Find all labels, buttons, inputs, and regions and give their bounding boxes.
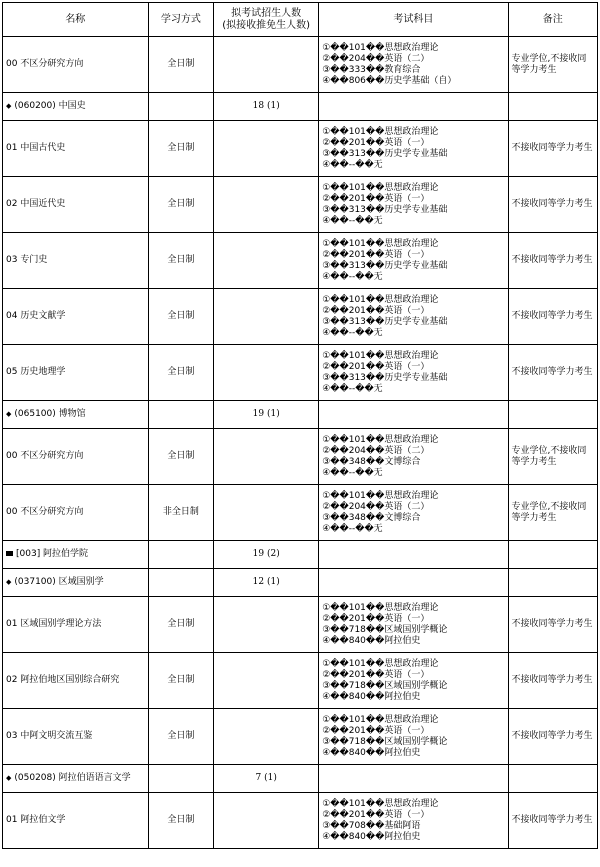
exam-subjects xyxy=(319,177,508,233)
table-row xyxy=(3,429,598,485)
major-name: 00 不区分研究方向 xyxy=(3,485,149,541)
exam-subjects xyxy=(319,485,508,541)
study-mode: 全日制 xyxy=(148,37,214,93)
exam-subjects xyxy=(319,37,508,93)
subject-line: ④��840��阿拉伯史 xyxy=(322,831,421,842)
quota-value: 18 (1) xyxy=(214,93,319,121)
study-mode: 全日制 xyxy=(148,233,214,289)
subject-line: ②��201��英语（一） xyxy=(322,809,430,820)
table-row xyxy=(3,793,598,849)
empty-mode xyxy=(148,569,214,597)
header-notes: 备注 xyxy=(508,3,597,37)
table-row xyxy=(3,597,598,653)
empty-subjects xyxy=(319,765,508,793)
study-mode: 非全日制 xyxy=(148,485,214,541)
major-name: 03 中阿文明交流互鉴 xyxy=(3,709,149,765)
quota-cell xyxy=(214,37,319,93)
discipline-name xyxy=(3,765,149,793)
remark: 专业学位,不接收同等学力考生 xyxy=(508,485,597,541)
empty-mode xyxy=(148,93,214,121)
subject-line: ③��313��历史学专业基础 xyxy=(322,260,448,271)
discipline-label: [003] 阿拉伯学院 xyxy=(16,549,89,559)
empty-mode xyxy=(148,765,214,793)
subject-line: ③��718��区域国别学概论 xyxy=(322,736,448,747)
quota-cell xyxy=(214,121,319,177)
quota-cell xyxy=(214,485,319,541)
remark: 不接收同等学力考生 xyxy=(508,653,597,709)
empty-subjects xyxy=(319,541,508,569)
remark: 不接收同等学力考生 xyxy=(508,289,597,345)
table-row xyxy=(3,121,598,177)
remark: 不接收同等学力考生 xyxy=(508,233,597,289)
header-row xyxy=(3,3,598,37)
quota-cell xyxy=(214,289,319,345)
discipline-name xyxy=(3,541,149,569)
exam-subjects xyxy=(319,597,508,653)
discipline-name xyxy=(3,401,149,429)
quota-cell xyxy=(214,597,319,653)
subject-line: ①��101��思想政治理论 xyxy=(322,182,439,193)
quota-cell xyxy=(214,233,319,289)
subject-line: ③��718��区域国别学概论 xyxy=(322,624,448,635)
subject-line: ②��204��英语（二） xyxy=(322,445,430,456)
header-name: 名称 xyxy=(3,3,149,37)
discipline-label: (037100) 区域国别学 xyxy=(14,577,104,587)
study-mode: 全日制 xyxy=(148,345,214,401)
major-name: 02 中国近代史 xyxy=(3,177,149,233)
table-row xyxy=(3,345,598,401)
remark: 不接收同等学力考生 xyxy=(508,793,597,849)
subject-line: ③��348��文博综合 xyxy=(322,456,421,467)
exam-subjects xyxy=(319,233,508,289)
subject-line: ②��204��英语（二） xyxy=(322,501,430,512)
major-name: 00 不区分研究方向 xyxy=(3,429,149,485)
quota-cell xyxy=(214,653,319,709)
table-row xyxy=(3,289,598,345)
study-mode: 全日制 xyxy=(148,177,214,233)
table-row xyxy=(3,485,598,541)
subject-line: ③��313��历史学专业基础 xyxy=(322,204,448,215)
school-marker-icon xyxy=(6,551,13,556)
quota-value: 19 (1) xyxy=(214,401,319,429)
subject-line: ②��201��英语（一） xyxy=(322,249,430,260)
header-mode: 学习方式 xyxy=(148,3,214,37)
table-body xyxy=(3,37,598,849)
study-mode: 全日制 xyxy=(148,597,214,653)
diamond-marker-icon: ◆ xyxy=(6,578,12,586)
subject-line: ①��101��思想政治理论 xyxy=(322,798,439,809)
subject-line: ②��201��英语（一） xyxy=(322,613,430,624)
subject-line: ①��101��思想政治理论 xyxy=(322,126,439,137)
empty-notes xyxy=(508,93,597,121)
table-row xyxy=(3,37,598,93)
quota-value: 19 (2) xyxy=(214,541,319,569)
subject-line: ④��--��无 xyxy=(322,215,383,226)
empty-subjects xyxy=(319,569,508,597)
discipline-label: (060200) 中国史 xyxy=(14,101,86,111)
subject-line: ④��--��无 xyxy=(322,523,383,534)
major-name: 00 不区分研究方向 xyxy=(3,37,149,93)
remark: 不接收同等学力考生 xyxy=(508,177,597,233)
exam-subjects xyxy=(319,289,508,345)
subject-line: ④��840��阿拉伯史 xyxy=(322,635,421,646)
subject-line: ①��101��思想政治理论 xyxy=(322,602,439,613)
subject-line: ②��201��英语（一） xyxy=(322,669,430,680)
empty-notes xyxy=(508,401,597,429)
exam-subjects xyxy=(319,709,508,765)
table-row xyxy=(3,653,598,709)
subject-line: ③��313��历史学专业基础 xyxy=(322,316,448,327)
quota-cell xyxy=(214,177,319,233)
subject-line: ④��--��无 xyxy=(322,271,383,282)
remark: 不接收同等学力考生 xyxy=(508,597,597,653)
remark: 专业学位,不接收同等学力考生 xyxy=(508,37,597,93)
empty-subjects xyxy=(319,93,508,121)
subject-line: ①��101��思想政治理论 xyxy=(322,294,439,305)
discipline-name xyxy=(3,569,149,597)
diamond-marker-icon: ◆ xyxy=(6,410,12,418)
table-row xyxy=(3,709,598,765)
subject-line: ①��101��思想政治理论 xyxy=(322,434,439,445)
subject-line: ②��201��英语（一） xyxy=(322,137,430,148)
subject-line: ②��201��英语（一） xyxy=(322,361,430,372)
quota-value: 7 (1) xyxy=(214,765,319,793)
subject-line: ③��313��历史学专业基础 xyxy=(322,372,448,383)
subject-line: ②��201��英语（一） xyxy=(322,305,430,316)
empty-mode xyxy=(148,541,214,569)
discipline-row xyxy=(3,765,598,793)
empty-mode xyxy=(148,401,214,429)
remark: 不接收同等学力考生 xyxy=(508,345,597,401)
exam-subjects xyxy=(319,653,508,709)
study-mode: 全日制 xyxy=(148,653,214,709)
header-quota: 拟考试招生人数 (拟接收推免生人数) xyxy=(214,3,319,37)
subject-line: ②��201��英语（一） xyxy=(322,725,430,736)
quota-cell xyxy=(214,429,319,485)
major-name: 01 阿拉伯文学 xyxy=(3,793,149,849)
major-name: 01 中国古代史 xyxy=(3,121,149,177)
school-row xyxy=(3,541,598,569)
quota-cell xyxy=(214,709,319,765)
empty-notes xyxy=(508,541,597,569)
subject-line: ③��348��文博综合 xyxy=(322,512,421,523)
discipline-row xyxy=(3,569,598,597)
subject-line: ④��--��无 xyxy=(322,467,383,478)
remark: 专业学位,不接收同等学力考生 xyxy=(508,429,597,485)
subject-line: ④��--��无 xyxy=(322,327,383,338)
exam-subjects xyxy=(319,793,508,849)
subject-line: ①��101��思想政治理论 xyxy=(322,238,439,249)
header-subjects: 考试科目 xyxy=(319,3,508,37)
subject-line: ①��101��思想政治理论 xyxy=(322,714,439,725)
subject-line: ④��--��无 xyxy=(322,159,383,170)
subject-line: ②��204��英语（二） xyxy=(322,53,430,64)
empty-notes xyxy=(508,569,597,597)
diamond-marker-icon: ◆ xyxy=(6,102,12,110)
discipline-label: (050208) 阿拉伯语语言文学 xyxy=(14,773,131,783)
remark: 不接收同等学力考生 xyxy=(508,121,597,177)
subject-line: ①��101��思想政治理论 xyxy=(322,490,439,501)
admissions-table xyxy=(2,2,598,849)
quota-cell xyxy=(214,793,319,849)
subject-line: ③��333��教育综合 xyxy=(322,64,421,75)
exam-subjects xyxy=(319,345,508,401)
discipline-label: (065100) 博物馆 xyxy=(14,409,86,419)
exam-subjects xyxy=(319,429,508,485)
major-name: 04 历史文献学 xyxy=(3,289,149,345)
subject-line: ④��806��历史学基础（自） xyxy=(322,75,457,86)
quota-value: 12 (1) xyxy=(214,569,319,597)
subject-line: ①��101��思想政治理论 xyxy=(322,42,439,53)
subject-line: ④��840��阿拉伯史 xyxy=(322,747,421,758)
discipline-name xyxy=(3,93,149,121)
table-row xyxy=(3,177,598,233)
study-mode: 全日制 xyxy=(148,121,214,177)
subject-line: ③��313��历史学专业基础 xyxy=(322,148,448,159)
empty-subjects xyxy=(319,401,508,429)
discipline-row xyxy=(3,93,598,121)
subject-line: ②��201��英语（一） xyxy=(322,193,430,204)
subject-line: ①��101��思想政治理论 xyxy=(322,350,439,361)
subject-line: ①��101��思想政治理论 xyxy=(322,658,439,669)
exam-subjects xyxy=(319,121,508,177)
major-name: 02 阿拉伯地区国别综合研究 xyxy=(3,653,149,709)
diamond-marker-icon: ◆ xyxy=(6,774,12,782)
major-name: 01 区域国别学理论方法 xyxy=(3,597,149,653)
major-name: 05 历史地理学 xyxy=(3,345,149,401)
study-mode: 全日制 xyxy=(148,429,214,485)
study-mode: 全日制 xyxy=(148,793,214,849)
subject-line: ④��--��无 xyxy=(322,383,383,394)
major-name: 03 专门史 xyxy=(3,233,149,289)
table-row xyxy=(3,233,598,289)
quota-cell xyxy=(214,345,319,401)
subject-line: ③��708��基础阿语 xyxy=(322,820,421,831)
study-mode: 全日制 xyxy=(148,289,214,345)
empty-notes xyxy=(508,765,597,793)
discipline-row xyxy=(3,401,598,429)
subject-line: ④��840��阿拉伯史 xyxy=(322,691,421,702)
study-mode: 全日制 xyxy=(148,709,214,765)
remark: 不接收同等学力考生 xyxy=(508,709,597,765)
subject-line: ③��718��区域国别学概论 xyxy=(322,680,448,691)
